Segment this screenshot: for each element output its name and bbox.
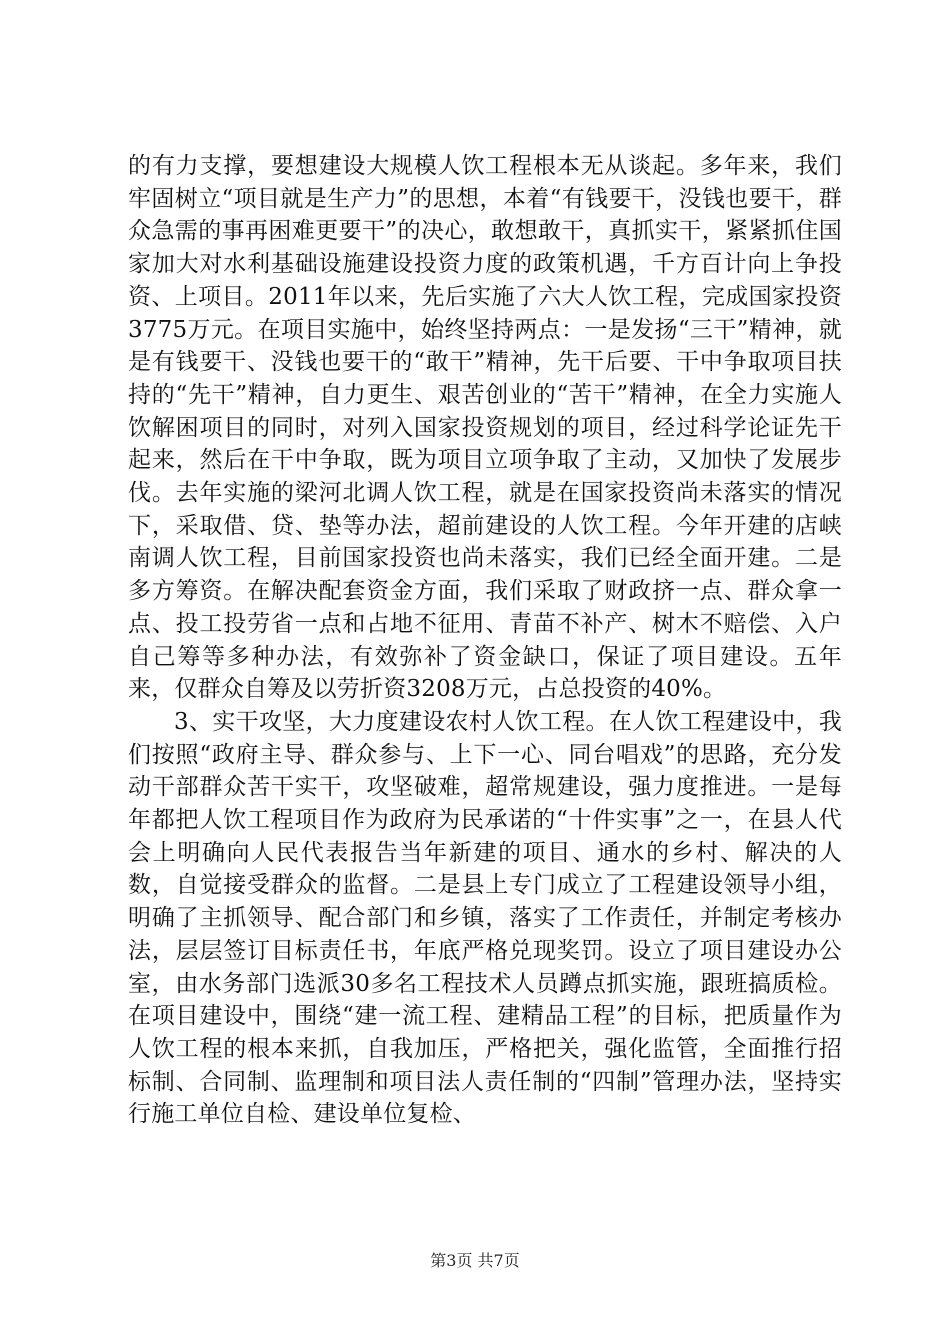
document-body [128, 150, 842, 1131]
paragraph-2: 3、实干攻坚，大力度建设农村人饮工程。在人饮工程建设中，我们按照“政府主导、群众参与、上下一心、同台唱戏”的思路，充分发动干部群众苦干实干，攻坚破难，超常规建设，强力度推进。一是每年都把人饮工程项目作为政府为民承诺的“十件实事”之一，在县人代会上明确向人民代表报告当年新建的项目、通水的乡村、解决的人数，自觉接受群众的监督。二是县上专门成立了工程建设领导小组，明确了主抓领导、配合部门和乡镇，落实了工作责任，并制定考核办法，层层签订目标责任书，年底严格兑现奖罚。设立了项目建设办公室，由水务部门选派30多名工程技术人员蹲点抓实施，跟班搞质检。在项目建设中，围绕“建一流工程、建精品工程”的目标，把质量作为人饮工程的根本来抓，自我加压，严格把关，强化监管，全面推行招标制、合同制、监理制和项目法人责任制的“四制”管理办法，坚持实行施工单位自检、建设单位复检、 [128, 708, 842, 1128]
page-footer: 第3页 共7页 [430, 1251, 520, 1270]
paragraph-1: 的有力支撑，要想建设大规模人饮工程根本无从谈起。多年来，我们牢固树立“项目就是生产力”的思想，本着“有钱要干，没钱也要干，群众急需的事再困难更要干”的决心，敢想敢干，真抓实干，紧紧抓住国家加大对水利基础设施建设投资力度的政策机遇，千方百计向上争投资、上项目。2011年以来，先后实施了六大人饮工程，完成国家投资3775万元。在项目实施中，始终坚持两点：一是发扬“三干”精神，就是有钱要干、没钱也要干的“敢干”精神，先干后要、干中争取项目扶持的“先干”精神，自力更生、艰苦创业的“苦干”精神，在全力实施人饮解困项目的同时，对列入国家投资规划的项目，经过科学论证先干起来，然后在干中争取，既为项目立项争取了主动，又加快了发展步伐。去年实施的梁河北调人饮工程，就是在国家投资尚未落实的情况下，采取借、贷、垫等办法，超前建设的人饮工程。今年开建的店峡南调人饮工程，目前国家投资也尚未落实，我们已经全面开建。二是多方筹资。在解决配套资金方面，我们采取了财政挤一点、群众拿一点、投工投劳省一点和占地不征用、青苗不补产、树木不赔偿、入户自己筹等多种办法，有效弥补了资金缺口，保证了项目建设。五年来，仅群众自筹及以劳折资3208万元，占总投资的40%。 [128, 153, 842, 703]
